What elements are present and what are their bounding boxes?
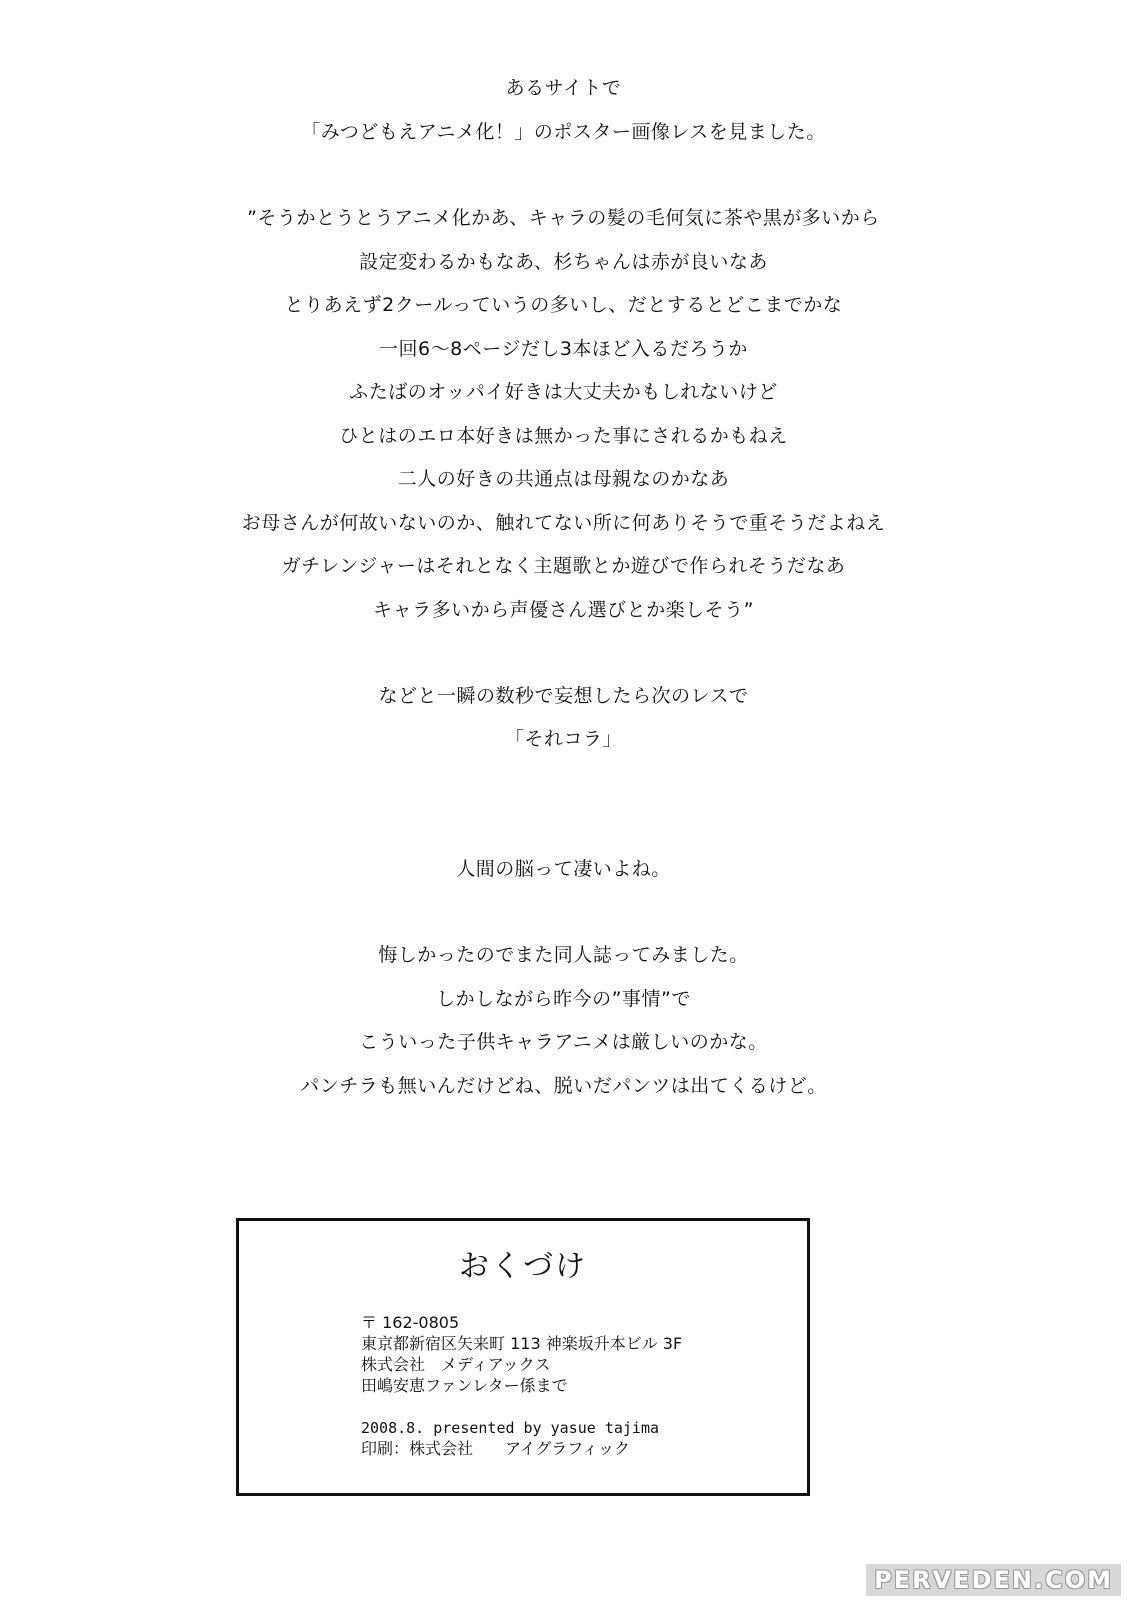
body-line: ふたばのオッパイ好きは大丈夫かもしれないけど (349, 381, 778, 403)
body-line: とりあえず2クールっていうの多いし、だとするとどこまでかな (284, 294, 843, 316)
body-line: 人間の脳って凄いよね。 (456, 858, 671, 880)
body-line: キャラ多いから声優さん選びとか楽しそう” (373, 599, 754, 621)
body-line: お母さんが何故いないのか、触れてない所に何ありそうで重そうだよねえ (241, 512, 886, 534)
printing-company: 印刷：株式会社 アイグラフィック (361, 1439, 630, 1458)
body-line: ”そうかとうとうアニメ化かあ、キャラの髪の毛何気に茶や黒が多いから (247, 207, 880, 229)
colophon-title: おくづけ (459, 1249, 587, 1284)
body-line: あるサイトで (505, 77, 622, 99)
watermark-logo: PERVEDEN.COM (866, 1564, 1121, 1596)
body-line: ガチレンジャーはそれとなく主題歌とか遊びで作られそうだなあ (281, 555, 846, 577)
body-line: ひとはのエロ本好きは無かった事にされるかもねえ (339, 425, 788, 447)
company-name: 株式会社 メディアックス (361, 1355, 551, 1374)
colophon-box (236, 1218, 810, 1496)
body-line: 「それコラ」 (504, 728, 622, 750)
body-line: 設定変わるかもなあ、杉ちゃんは赤が良いなあ (359, 251, 768, 273)
fan-letter-line: 田嶋安恵ファンレター係まで (361, 1376, 568, 1395)
body-line: パンチラも無いんだけどね、脱いだパンツは出てくるけど。 (300, 1075, 827, 1097)
body-line: 悔しかったのでまた同人誌ってみました。 (378, 944, 749, 966)
address: 東京都新宿区矢来町 113 神楽坂升本ビル 3F (361, 1334, 683, 1353)
presented-by: 2008.8. presented by yasue tajima (361, 1419, 660, 1437)
body-line: しかしながら昨今の”事情”で (436, 988, 691, 1010)
postal-code: 〒 162-0805 (361, 1313, 460, 1332)
body-line: などと一瞬の数秒で妄想したら次のレスで (378, 685, 749, 707)
body-line: 二人の好きの共通点は母親なのかなあ (397, 468, 730, 490)
body-line: 「みつどもえアニメ化！」のポスター画像レスを見ました。 (301, 121, 826, 143)
body-line: こういった子供キャラアニメは厳しいのかな。 (359, 1031, 768, 1053)
body-line: 一回6～8ページだし3本ほど入るだろうか (379, 338, 748, 360)
